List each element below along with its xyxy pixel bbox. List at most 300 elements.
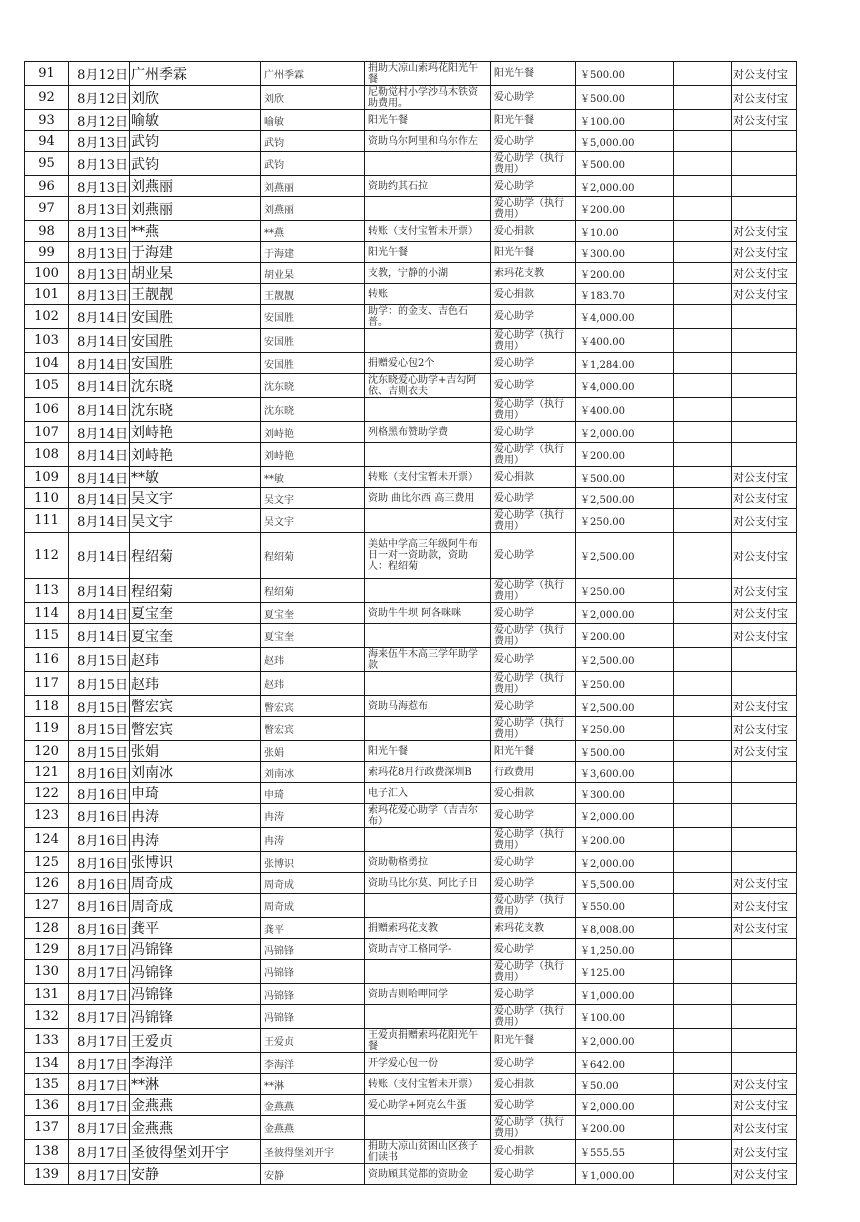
row-donor: **燕 bbox=[261, 221, 365, 242]
row-blank-cell bbox=[674, 696, 732, 717]
row-number: 107 bbox=[25, 422, 69, 443]
row-donor: 金燕燕 bbox=[261, 1095, 365, 1116]
row-purpose bbox=[365, 1005, 491, 1029]
row-date: 8月12日 bbox=[69, 86, 130, 110]
row-number: 97 bbox=[25, 197, 69, 221]
table-row bbox=[25, 86, 797, 110]
row-blank-cell bbox=[674, 672, 732, 696]
row-payment-note bbox=[732, 984, 797, 1005]
row-purpose: 资助马海惹布 bbox=[365, 696, 491, 717]
row-purpose: 索玛花爱心助学（吉吉尔布） bbox=[365, 804, 491, 828]
row-category: 爱心助学（执行费用） bbox=[491, 579, 576, 603]
row-blank-cell bbox=[674, 86, 732, 110]
table-row bbox=[25, 305, 797, 329]
row-donor: 刘欣 bbox=[261, 86, 365, 110]
row-category: 爱心助学（执行费用） bbox=[491, 1116, 576, 1140]
row-category: 爱心助学 bbox=[491, 939, 576, 960]
row-number: 126 bbox=[25, 873, 69, 894]
row-date: 8月14日 bbox=[69, 579, 130, 603]
row-number: 122 bbox=[25, 783, 69, 804]
row-amount: ￥300.00 bbox=[576, 783, 674, 804]
row-name: 安国胜 bbox=[130, 353, 261, 374]
row-date: 8月13日 bbox=[69, 263, 130, 284]
row-payment-note bbox=[732, 1005, 797, 1029]
row-payment-note: 对公支付宝 bbox=[732, 488, 797, 509]
row-blank-cell bbox=[674, 828, 732, 852]
row-payment-note bbox=[732, 176, 797, 197]
row-blank-cell bbox=[674, 131, 732, 152]
row-name: 王靓靓 bbox=[130, 284, 261, 305]
row-date: 8月14日 bbox=[69, 329, 130, 353]
table-row bbox=[25, 672, 797, 696]
row-category: 爱心助学（执行费用） bbox=[491, 624, 576, 648]
row-date: 8月14日 bbox=[69, 374, 130, 398]
row-blank-cell bbox=[674, 762, 732, 783]
row-payment-note: 对公支付宝 bbox=[732, 579, 797, 603]
row-donor: 沈东晓 bbox=[261, 374, 365, 398]
row-purpose bbox=[365, 152, 491, 176]
row-payment-note: 对公支付宝 bbox=[732, 62, 797, 86]
row-number: 136 bbox=[25, 1095, 69, 1116]
row-category: 爱心助学 bbox=[491, 696, 576, 717]
row-date: 8月13日 bbox=[69, 284, 130, 305]
row-purpose: 捐助大凉山索玛花阳光午餐 bbox=[365, 62, 491, 86]
row-number: 115 bbox=[25, 624, 69, 648]
row-date: 8月13日 bbox=[69, 221, 130, 242]
row-purpose: 索玛花8月行政费深圳B bbox=[365, 762, 491, 783]
table-row bbox=[25, 329, 797, 353]
row-purpose bbox=[365, 197, 491, 221]
row-date: 8月13日 bbox=[69, 176, 130, 197]
row-amount: ￥4,000.00 bbox=[576, 374, 674, 398]
row-date: 8月17日 bbox=[69, 1095, 130, 1116]
row-blank-cell bbox=[674, 374, 732, 398]
row-donor: 王靓靓 bbox=[261, 284, 365, 305]
row-purpose: 捐助大凉山贫困山区孩子们读书 bbox=[365, 1140, 491, 1164]
row-donor: 赵玮 bbox=[261, 672, 365, 696]
row-payment-note: 对公支付宝 bbox=[732, 624, 797, 648]
row-category: 爱心助学（执行费用） bbox=[491, 197, 576, 221]
row-name: 王爱贞 bbox=[130, 1029, 261, 1053]
row-donor: 赵玮 bbox=[261, 648, 365, 672]
row-purpose: 资助牛牛坝 阿各咪咪 bbox=[365, 603, 491, 624]
row-date: 8月14日 bbox=[69, 305, 130, 329]
row-amount: ￥4,000.00 bbox=[576, 305, 674, 329]
row-name: 申琦 bbox=[130, 783, 261, 804]
row-blank-cell bbox=[674, 783, 732, 804]
row-date: 8月17日 bbox=[69, 1116, 130, 1140]
row-amount: ￥200.00 bbox=[576, 624, 674, 648]
row-date: 8月12日 bbox=[69, 110, 130, 131]
row-category: 索玛花支教 bbox=[491, 263, 576, 284]
row-category: 爱心捐款 bbox=[491, 284, 576, 305]
row-payment-note bbox=[732, 762, 797, 783]
row-category: 阳光午餐 bbox=[491, 110, 576, 131]
row-payment-note bbox=[732, 852, 797, 873]
row-number: 135 bbox=[25, 1074, 69, 1095]
row-purpose: 电子汇入 bbox=[365, 783, 491, 804]
row-amount: ￥200.00 bbox=[576, 1116, 674, 1140]
row-donor: 冉涛 bbox=[261, 804, 365, 828]
row-category: 爱心助学 bbox=[491, 86, 576, 110]
row-date: 8月15日 bbox=[69, 648, 130, 672]
row-donor: 刘燕丽 bbox=[261, 197, 365, 221]
ledger-body bbox=[25, 62, 797, 1185]
row-donor: 瞥宏宾 bbox=[261, 717, 365, 741]
row-date: 8月16日 bbox=[69, 828, 130, 852]
row-amount: ￥8,008.00 bbox=[576, 918, 674, 939]
row-date: 8月14日 bbox=[69, 422, 130, 443]
row-number: 114 bbox=[25, 603, 69, 624]
row-blank-cell bbox=[674, 939, 732, 960]
row-category: 爱心助学 bbox=[491, 131, 576, 152]
row-category: 行政费用 bbox=[491, 762, 576, 783]
row-number: 106 bbox=[25, 398, 69, 422]
row-payment-note bbox=[732, 152, 797, 176]
row-donor: 龚平 bbox=[261, 918, 365, 939]
row-donor: 武钧 bbox=[261, 131, 365, 152]
row-amount: ￥555.55 bbox=[576, 1140, 674, 1164]
row-blank-cell bbox=[674, 873, 732, 894]
row-name: 瞥宏宾 bbox=[130, 696, 261, 717]
row-blank-cell bbox=[674, 398, 732, 422]
row-purpose bbox=[365, 894, 491, 918]
row-number: 94 bbox=[25, 131, 69, 152]
row-payment-note: 对公支付宝 bbox=[732, 918, 797, 939]
row-purpose: 捐赠爱心包2个 bbox=[365, 353, 491, 374]
row-donor: 冯锦锋 bbox=[261, 939, 365, 960]
row-payment-note bbox=[732, 305, 797, 329]
row-purpose: 助学：的金支、吉色石普。 bbox=[365, 305, 491, 329]
row-donor: 夏宝奎 bbox=[261, 624, 365, 648]
row-blank-cell bbox=[674, 717, 732, 741]
row-name: 夏宝奎 bbox=[130, 603, 261, 624]
row-category: 爱心助学（执行费用） bbox=[491, 1005, 576, 1029]
row-payment-note bbox=[732, 804, 797, 828]
row-purpose: 爱心助学+阿克么牛蛋 bbox=[365, 1095, 491, 1116]
row-number: 95 bbox=[25, 152, 69, 176]
row-number: 125 bbox=[25, 852, 69, 873]
row-date: 8月16日 bbox=[69, 852, 130, 873]
row-amount: ￥2,000.00 bbox=[576, 422, 674, 443]
row-date: 8月16日 bbox=[69, 873, 130, 894]
table-row bbox=[25, 852, 797, 873]
row-payment-note: 对公支付宝 bbox=[732, 741, 797, 762]
row-category: 爱心助学 bbox=[491, 603, 576, 624]
row-blank-cell bbox=[674, 918, 732, 939]
row-date: 8月14日 bbox=[69, 443, 130, 467]
row-date: 8月14日 bbox=[69, 603, 130, 624]
table-row bbox=[25, 131, 797, 152]
row-category: 爱心助学 bbox=[491, 422, 576, 443]
row-name: 安静 bbox=[130, 1164, 261, 1185]
row-date: 8月17日 bbox=[69, 960, 130, 984]
row-name: 喻敏 bbox=[130, 110, 261, 131]
row-amount: ￥550.00 bbox=[576, 894, 674, 918]
row-number: 120 bbox=[25, 741, 69, 762]
row-donor: 程绍菊 bbox=[261, 533, 365, 579]
row-number: 103 bbox=[25, 329, 69, 353]
table-row bbox=[25, 1164, 797, 1185]
row-payment-note bbox=[732, 1053, 797, 1074]
row-category: 爱心捐款 bbox=[491, 783, 576, 804]
row-category: 阳光午餐 bbox=[491, 741, 576, 762]
row-category: 爱心助学 bbox=[491, 1053, 576, 1074]
row-amount: ￥100.00 bbox=[576, 1005, 674, 1029]
row-amount: ￥2,500.00 bbox=[576, 648, 674, 672]
row-blank-cell bbox=[674, 1116, 732, 1140]
row-purpose: 资助頋其觉都的资助金 bbox=[365, 1164, 491, 1185]
row-amount: ￥250.00 bbox=[576, 579, 674, 603]
row-donor: 夏宝奎 bbox=[261, 603, 365, 624]
table-row bbox=[25, 422, 797, 443]
row-purpose: 资助 曲比尔西 高三费用 bbox=[365, 488, 491, 509]
row-donor: 沈东晓 bbox=[261, 398, 365, 422]
row-name: 沈东晓 bbox=[130, 398, 261, 422]
table-row bbox=[25, 960, 797, 984]
row-payment-note: 对公支付宝 bbox=[732, 1116, 797, 1140]
row-number: 131 bbox=[25, 984, 69, 1005]
row-name: 刘南冰 bbox=[130, 762, 261, 783]
table-row bbox=[25, 467, 797, 488]
row-payment-note bbox=[732, 960, 797, 984]
table-row bbox=[25, 353, 797, 374]
row-payment-note: 对公支付宝 bbox=[732, 717, 797, 741]
row-category: 爱心助学 bbox=[491, 873, 576, 894]
row-date: 8月15日 bbox=[69, 741, 130, 762]
row-purpose: 阳光午餐 bbox=[365, 741, 491, 762]
row-number: 134 bbox=[25, 1053, 69, 1074]
row-name: 李海洋 bbox=[130, 1053, 261, 1074]
row-number: 129 bbox=[25, 939, 69, 960]
row-blank-cell bbox=[674, 284, 732, 305]
row-purpose: 资助勒格勇拉 bbox=[365, 852, 491, 873]
table-row bbox=[25, 242, 797, 263]
row-donor: 圣彼得堡刘开宇 bbox=[261, 1140, 365, 1164]
table-row bbox=[25, 443, 797, 467]
row-date: 8月14日 bbox=[69, 488, 130, 509]
row-date: 8月13日 bbox=[69, 131, 130, 152]
row-name: 赵玮 bbox=[130, 672, 261, 696]
row-amount: ￥2,500.00 bbox=[576, 488, 674, 509]
row-donor: 武钧 bbox=[261, 152, 365, 176]
row-purpose: 转账（支付宝暂未开票） bbox=[365, 467, 491, 488]
row-purpose bbox=[365, 579, 491, 603]
row-payment-note bbox=[732, 939, 797, 960]
row-date: 8月14日 bbox=[69, 624, 130, 648]
row-amount: ￥200.00 bbox=[576, 443, 674, 467]
row-date: 8月14日 bbox=[69, 467, 130, 488]
row-payment-note bbox=[732, 672, 797, 696]
row-amount: ￥1,250.00 bbox=[576, 939, 674, 960]
table-row bbox=[25, 804, 797, 828]
row-amount: ￥2,000.00 bbox=[576, 1029, 674, 1053]
row-purpose bbox=[365, 672, 491, 696]
table-row bbox=[25, 374, 797, 398]
table-row bbox=[25, 828, 797, 852]
table-row bbox=[25, 894, 797, 918]
row-donor: 瞥宏宾 bbox=[261, 696, 365, 717]
row-name: 冯锦锋 bbox=[130, 960, 261, 984]
row-amount: ￥500.00 bbox=[576, 152, 674, 176]
row-category: 爱心助学 bbox=[491, 374, 576, 398]
table-row bbox=[25, 984, 797, 1005]
row-number: 101 bbox=[25, 284, 69, 305]
row-amount: ￥500.00 bbox=[576, 467, 674, 488]
row-donor: 安国胜 bbox=[261, 353, 365, 374]
table-row bbox=[25, 488, 797, 509]
row-purpose: 阳光午餐 bbox=[365, 242, 491, 263]
row-amount: ￥2,000.00 bbox=[576, 1095, 674, 1116]
row-donor: 安国胜 bbox=[261, 329, 365, 353]
row-amount: ￥10.00 bbox=[576, 221, 674, 242]
row-name: 刘峙艳 bbox=[130, 422, 261, 443]
row-date: 8月17日 bbox=[69, 1053, 130, 1074]
row-date: 8月16日 bbox=[69, 804, 130, 828]
row-name: 周奇成 bbox=[130, 873, 261, 894]
row-date: 8月15日 bbox=[69, 717, 130, 741]
row-amount: ￥250.00 bbox=[576, 509, 674, 533]
row-donor: 喻敏 bbox=[261, 110, 365, 131]
row-payment-note: 对公支付宝 bbox=[732, 1140, 797, 1164]
row-purpose: 资助吉则哈呷同学 bbox=[365, 984, 491, 1005]
row-purpose: 转账（支付宝暂未开票） bbox=[365, 1074, 491, 1095]
row-amount: ￥125.00 bbox=[576, 960, 674, 984]
row-amount: ￥183.70 bbox=[576, 284, 674, 305]
row-payment-note: 对公支付宝 bbox=[732, 263, 797, 284]
row-date: 8月15日 bbox=[69, 672, 130, 696]
row-blank-cell bbox=[674, 242, 732, 263]
row-purpose: 沈东晓爱心助学+吉勾阿依、吉则衣夫 bbox=[365, 374, 491, 398]
row-payment-note: 对公支付宝 bbox=[732, 509, 797, 533]
row-name: 张博识 bbox=[130, 852, 261, 873]
row-category: 索玛花支教 bbox=[491, 918, 576, 939]
row-blank-cell bbox=[674, 624, 732, 648]
row-category: 爱心助学（执行费用） bbox=[491, 894, 576, 918]
row-donor: 周奇成 bbox=[261, 873, 365, 894]
row-number: 100 bbox=[25, 263, 69, 284]
row-number: 124 bbox=[25, 828, 69, 852]
row-payment-note bbox=[732, 783, 797, 804]
row-donor: 冯锦锋 bbox=[261, 984, 365, 1005]
row-amount: ￥2,000.00 bbox=[576, 852, 674, 873]
row-category: 阳光午餐 bbox=[491, 1029, 576, 1053]
row-date: 8月17日 bbox=[69, 1029, 130, 1053]
row-category: 爱心助学（执行费用） bbox=[491, 828, 576, 852]
row-name: 胡业杲 bbox=[130, 263, 261, 284]
row-purpose: 资助约其石拉 bbox=[365, 176, 491, 197]
row-category: 爱心助学（执行费用） bbox=[491, 509, 576, 533]
row-purpose bbox=[365, 1116, 491, 1140]
row-payment-note: 对公支付宝 bbox=[732, 110, 797, 131]
table-row bbox=[25, 918, 797, 939]
row-blank-cell bbox=[674, 353, 732, 374]
row-blank-cell bbox=[674, 1164, 732, 1185]
table-row bbox=[25, 152, 797, 176]
row-blank-cell bbox=[674, 62, 732, 86]
row-blank-cell bbox=[674, 1005, 732, 1029]
table-row bbox=[25, 939, 797, 960]
row-date: 8月17日 bbox=[69, 939, 130, 960]
row-purpose: 资助马比尔莫、阿比子日 bbox=[365, 873, 491, 894]
row-amount: ￥250.00 bbox=[576, 672, 674, 696]
row-amount: ￥3,600.00 bbox=[576, 762, 674, 783]
row-blank-cell bbox=[674, 852, 732, 873]
row-date: 8月17日 bbox=[69, 1005, 130, 1029]
row-blank-cell bbox=[674, 509, 732, 533]
row-name: 吴文宇 bbox=[130, 509, 261, 533]
row-number: 139 bbox=[25, 1164, 69, 1185]
table-row bbox=[25, 1074, 797, 1095]
row-name: 冯锦锋 bbox=[130, 1005, 261, 1029]
table-row bbox=[25, 533, 797, 579]
row-payment-note: 对公支付宝 bbox=[732, 1164, 797, 1185]
row-payment-note: 对公支付宝 bbox=[732, 284, 797, 305]
row-donor: 金燕燕 bbox=[261, 1116, 365, 1140]
row-name: 瞥宏宾 bbox=[130, 717, 261, 741]
row-amount: ￥1,284.00 bbox=[576, 353, 674, 374]
row-name: 冯锦锋 bbox=[130, 939, 261, 960]
row-number: 117 bbox=[25, 672, 69, 696]
row-number: 116 bbox=[25, 648, 69, 672]
row-category: 爱心助学 bbox=[491, 1164, 576, 1185]
row-blank-cell bbox=[674, 960, 732, 984]
row-purpose: 美姑中学高三年级阿牛布日一对一资助款，资助人：程绍菊 bbox=[365, 533, 491, 579]
row-number: 93 bbox=[25, 110, 69, 131]
row-category: 爱心助学（执行费用） bbox=[491, 152, 576, 176]
row-number: 127 bbox=[25, 894, 69, 918]
row-name: 武钧 bbox=[130, 152, 261, 176]
row-category: 爱心助学 bbox=[491, 648, 576, 672]
row-number: 105 bbox=[25, 374, 69, 398]
row-date: 8月14日 bbox=[69, 398, 130, 422]
row-purpose bbox=[365, 329, 491, 353]
row-payment-note bbox=[732, 353, 797, 374]
row-category: 爱心捐款 bbox=[491, 1074, 576, 1095]
row-name: 张娟 bbox=[130, 741, 261, 762]
table-row bbox=[25, 1053, 797, 1074]
row-number: 96 bbox=[25, 176, 69, 197]
table-row bbox=[25, 263, 797, 284]
row-blank-cell bbox=[674, 533, 732, 579]
row-purpose: 尼勒觉村小学沙马木铁资助费用。 bbox=[365, 86, 491, 110]
row-number: 99 bbox=[25, 242, 69, 263]
row-category: 爱心助学（执行费用） bbox=[491, 672, 576, 696]
row-payment-note: 对公支付宝 bbox=[732, 873, 797, 894]
row-amount: ￥5,500.00 bbox=[576, 873, 674, 894]
table-row bbox=[25, 783, 797, 804]
row-payment-note bbox=[732, 197, 797, 221]
row-date: 8月13日 bbox=[69, 197, 130, 221]
row-purpose: 海来伍牛木高三学年助学款 bbox=[365, 648, 491, 672]
row-donor: 冉涛 bbox=[261, 828, 365, 852]
table-row bbox=[25, 873, 797, 894]
row-amount: ￥50.00 bbox=[576, 1074, 674, 1095]
row-date: 8月12日 bbox=[69, 62, 130, 86]
table-row bbox=[25, 62, 797, 86]
row-name: **淋 bbox=[130, 1074, 261, 1095]
table-row bbox=[25, 509, 797, 533]
table-row bbox=[25, 1005, 797, 1029]
row-name: 刘燕丽 bbox=[130, 197, 261, 221]
row-name: 吴文宇 bbox=[130, 488, 261, 509]
row-name: 刘峙艳 bbox=[130, 443, 261, 467]
row-purpose bbox=[365, 960, 491, 984]
table-row bbox=[25, 717, 797, 741]
row-amount: ￥2,000.00 bbox=[576, 176, 674, 197]
row-blank-cell bbox=[674, 741, 732, 762]
row-number: 118 bbox=[25, 696, 69, 717]
